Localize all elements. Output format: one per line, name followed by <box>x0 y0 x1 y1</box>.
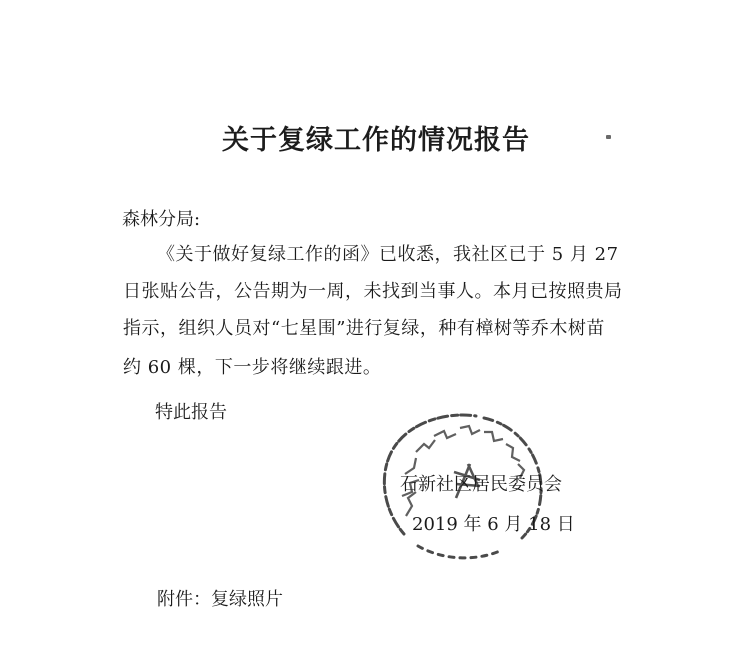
scan-speck <box>606 135 611 139</box>
document-title: 关于复绿工作的情况报告 <box>222 125 530 156</box>
salutation: 森林分局: <box>122 209 201 230</box>
body-paragraph-line: 约 60 棵，下一步将继续跟进。 <box>123 357 382 378</box>
body-paragraph-line: 日张贴公告，公告期为一周，未找到当事人。本月已按照贵局 <box>123 281 623 302</box>
closing-text: 特此报告 <box>155 402 227 423</box>
signature-organization: 石新社区居民委员会 <box>400 474 562 495</box>
attachment-note: 附件：复绿照片 <box>157 589 283 610</box>
body-paragraph-line: 指示，组织人员对“七星围”进行复绿，种有樟树等乔木树苗 <box>123 318 605 339</box>
signature-date: 2019 年 6 月 18 日 <box>412 514 575 535</box>
body-paragraph-line: 《关于做好复绿工作的函》已收悉，我社区已于 5 月 27 <box>157 244 619 265</box>
